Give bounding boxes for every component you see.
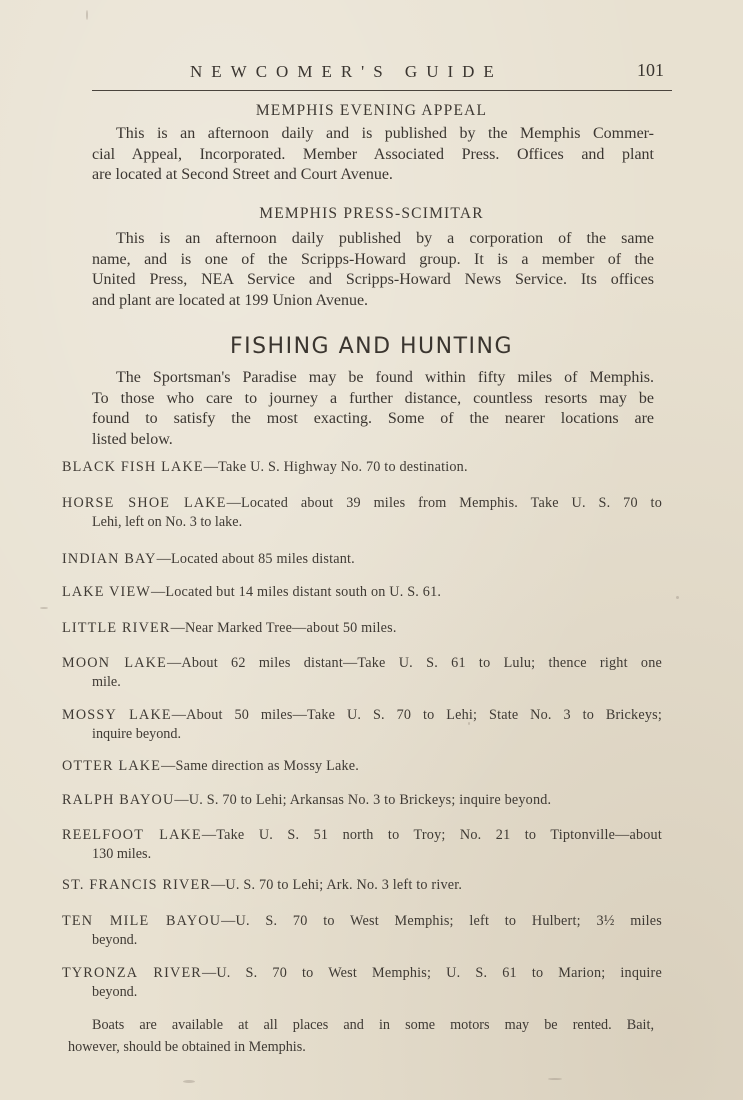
paragraph-scimitar — [92, 229, 654, 311]
location-entry — [62, 458, 662, 477]
location-entry — [62, 706, 662, 744]
location-name: LAKE VIEW — [62, 584, 151, 600]
paragraph-line: This is an afternoon daily published by a corporation of the same — [116, 230, 654, 247]
location-description: —Take U. S. Highway No. 70 to destination. — [203, 459, 468, 475]
page-number: 101 — [637, 60, 664, 80]
paragraph-line: listed below. — [92, 430, 173, 448]
location-name: TYRONZA RIVER — [62, 965, 202, 981]
location-name: BLACK FISH LAKE — [62, 459, 204, 475]
paper-speck — [548, 1078, 562, 1080]
location-description: —U. S. 70 to West Memphis; U. S. 61 to Marion; inquire — [201, 965, 662, 981]
paragraph-fishing — [92, 368, 654, 450]
location-entry — [62, 912, 662, 950]
location-description: —About 50 miles—Take U. S. 70 to Lehi; State No. 3 to Brickeys; — [171, 707, 662, 723]
paragraph-line: and plant are located at 199 Union Avenue. — [92, 291, 369, 309]
paper-speck — [40, 607, 48, 609]
location-entry — [62, 876, 662, 895]
location-description: —U. S. 70 to West Memphis; left to Hulbert; 3½ miles — [221, 913, 662, 929]
location-description: —Same direction as Mossy Lake. — [161, 758, 359, 774]
paragraph-line: name, and is one of the Scripps-Howard group. It is a member of the — [92, 250, 654, 268]
location-entry — [62, 619, 662, 638]
paragraph-line: however, should be obtained in Memphis. — [68, 1039, 306, 1055]
paragraph-line: United Press, NEA Service and Scripps-Howard News Service. Its offices — [92, 271, 654, 288]
location-continuation: beyond. — [92, 984, 138, 1000]
location-entry — [62, 654, 662, 692]
paper-speck — [468, 722, 470, 725]
location-description: —U. S. 70 to Lehi; Ark. No. 3 left to river. — [211, 877, 463, 893]
location-name: LITTLE RIVER — [62, 620, 171, 636]
paragraph-line: The Sportsman's Paradise may be found within fifty miles of Memphis. — [116, 369, 654, 386]
running-title: NEWCOMER'S GUIDE — [190, 62, 503, 81]
location-continuation: mile. — [92, 674, 121, 690]
location-continuation: Lehi, left on No. 3 to lake. — [92, 514, 243, 530]
paper-speck — [676, 596, 679, 599]
location-continuation: 130 miles. — [92, 846, 152, 862]
location-entry — [62, 494, 662, 532]
paper-speck — [86, 10, 88, 20]
location-name: HORSE SHOE LAKE — [62, 495, 227, 511]
location-description: —Located about 39 miles from Memphis. Take U. S. 70 to — [226, 495, 662, 511]
paper-speck — [183, 1080, 195, 1083]
location-name: MOON LAKE — [62, 655, 167, 671]
paragraph-line: Boats are available at all places and in some motors may be rented. Bait, — [92, 1017, 654, 1033]
location-description: —Located but 14 miles distant south on U. S. 61. — [150, 584, 442, 600]
location-entry — [62, 826, 662, 864]
location-description: —Located about 85 miles distant. — [156, 551, 355, 567]
location-name: TEN MILE BAYOU — [62, 913, 222, 929]
location-entry — [62, 583, 662, 602]
paragraph-line: To those who care to journey a further distance, countless resorts may be — [92, 389, 654, 407]
paragraph-appeal — [92, 124, 654, 186]
paragraph-line: found to satisfy the most exacting. Some of the nearer locations are — [92, 410, 654, 427]
location-entry — [62, 757, 662, 776]
location-entry — [62, 964, 662, 1002]
page-header — [92, 58, 672, 88]
location-description: —U. S. 70 to Lehi; Arkansas No. 3 to Brickeys; inquire beyond. — [174, 792, 552, 808]
paragraph-line: are located at Second Street and Court Avenue. — [92, 166, 393, 183]
section-title-appeal: MEMPHIS EVENING APPEAL — [255, 102, 488, 119]
location-name: REELFOOT LAKE — [62, 827, 202, 843]
closing-paragraph — [68, 1014, 654, 1058]
location-continuation: inquire beyond. — [92, 726, 182, 742]
location-name: ST. FRANCIS RIVER — [62, 877, 212, 893]
location-name: RALPH BAYOU — [62, 792, 175, 808]
location-name: INDIAN BAY — [62, 551, 157, 567]
paragraph-line: cial Appeal, Incorporated. Member Associated Press. Offices and plant — [92, 145, 654, 163]
location-entry — [62, 550, 662, 569]
location-entry — [62, 791, 662, 810]
location-description: —About 62 miles distant—Take U. S. 61 to Lulu; thence right one — [166, 655, 662, 671]
location-name: MOSSY LAKE — [62, 707, 172, 723]
location-continuation: beyond. — [92, 932, 138, 948]
location-description: —Take U. S. 51 north to Troy; No. 21 to Tiptonville—about — [201, 827, 662, 843]
section-heading-fishing: FISHING AND HUNTING — [229, 334, 514, 359]
location-description: —Near Marked Tree—about 50 miles. — [170, 620, 397, 636]
header-rule — [92, 90, 672, 91]
section-title-scimitar: MEMPHIS PRESS-SCIMITAR — [259, 205, 484, 222]
paragraph-line: This is an afternoon daily and is published by the Memphis Commer- — [116, 125, 654, 142]
location-name: OTTER LAKE — [62, 758, 162, 774]
